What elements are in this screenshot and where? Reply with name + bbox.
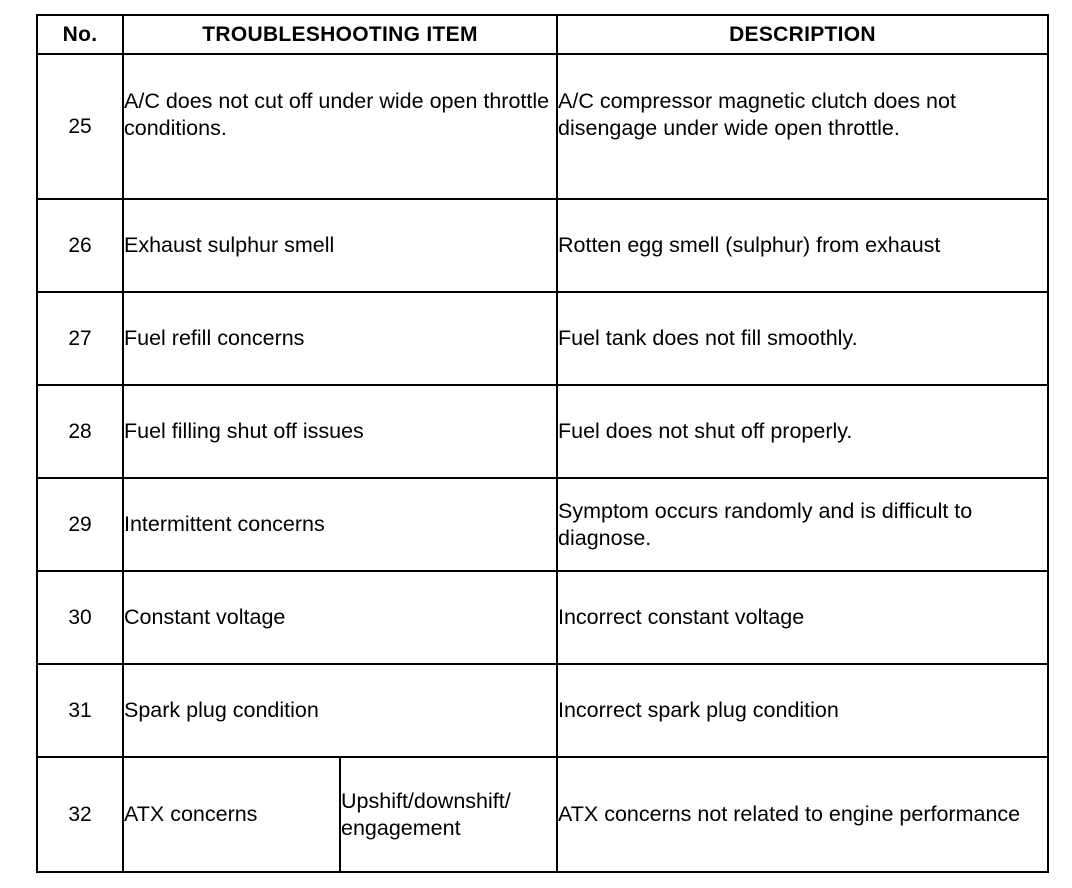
row-number: 31 (37, 664, 123, 757)
table-header-row (37, 15, 1048, 54)
table-row (37, 571, 1048, 664)
description: ATX concerns not related to engine performance (557, 757, 1048, 872)
table-row (37, 664, 1048, 757)
troubleshooting-item: Fuel filling shut off issues (123, 385, 557, 478)
description: Incorrect spark plug condition (557, 664, 1048, 757)
table-row (37, 385, 1048, 478)
table-row (37, 757, 1048, 872)
table-row (37, 478, 1048, 571)
header-description: DESCRIPTION (557, 15, 1048, 54)
row-number: 25 (37, 54, 123, 199)
header-troubleshooting-item: TROUBLESHOOTING ITEM (123, 15, 557, 54)
row-number: 29 (37, 478, 123, 571)
troubleshooting-item: ATX concerns (123, 757, 340, 872)
table-row (37, 199, 1048, 292)
troubleshooting-table (36, 14, 1049, 873)
description: A/C compressor magnetic clutch does not disengage under wide open throttle. (557, 54, 1048, 199)
row-number: 28 (37, 385, 123, 478)
description: Fuel tank does not fill smoothly. (557, 292, 1048, 385)
troubleshooting-item: Exhaust sulphur smell (123, 199, 557, 292)
table-row (37, 292, 1048, 385)
row-number: 30 (37, 571, 123, 664)
description: Rotten egg smell (sulphur) from exhaust (557, 199, 1048, 292)
description: Symptom occurs randomly and is difficult to diagnose. (557, 478, 1048, 571)
troubleshooting-item: A/C does not cut off under wide open throttle conditions. (123, 54, 557, 199)
row-number: 27 (37, 292, 123, 385)
table-row (37, 54, 1048, 199)
description: Incorrect constant voltage (557, 571, 1048, 664)
troubleshooting-item: Intermittent concerns (123, 478, 557, 571)
troubleshooting-item: Constant voltage (123, 571, 557, 664)
row-number: 32 (37, 757, 123, 872)
description: Fuel does not shut off properly. (557, 385, 1048, 478)
troubleshooting-subitem: Upshift/downshift/ engagement (340, 757, 557, 872)
row-number: 26 (37, 199, 123, 292)
troubleshooting-item: Fuel refill concerns (123, 292, 557, 385)
troubleshooting-item: Spark plug condition (123, 664, 557, 757)
header-no: No. (37, 15, 123, 54)
